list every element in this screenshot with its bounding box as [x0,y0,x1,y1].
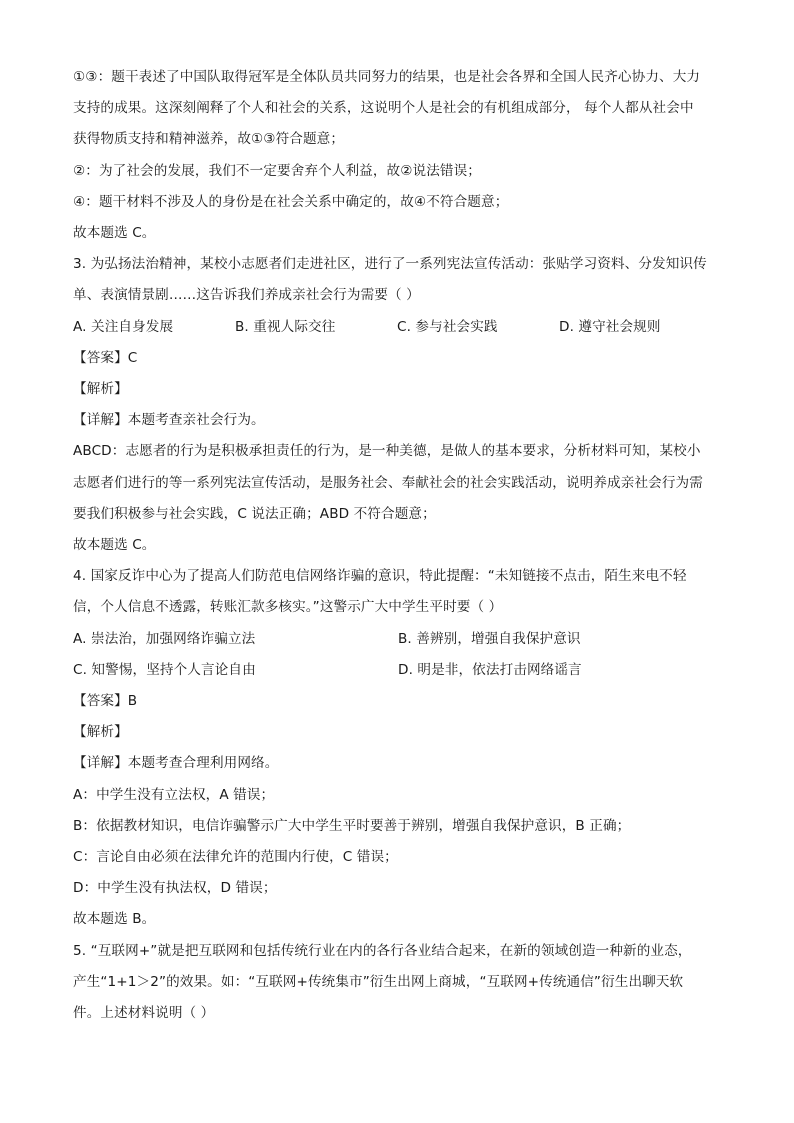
q3-option-a: A. 关注自身发展 [73,318,174,335]
q2-analysis-line: ②：为了社会的发展，我们不一定要舍弃个人利益，故②说法错误； [73,162,481,179]
document-page [73,62,723,1029]
q3-analysis-tag: 【解析】 [73,381,128,398]
q3-explanation-line: 志愿者们进行的等一系列宪法宣传活动，是服务社会、奉献社会的社会实践活动，说明养成亲社会行为需 [73,474,703,491]
q3-option-b: B. 重视人际交往 [235,318,336,335]
q4-explanation-line: A：中学生没有立法权，A 错误； [73,786,275,803]
q3-detail-text: 本题考查亲社会行为。 [127,412,265,429]
detail-tag: 【详解】 [73,755,128,772]
q4-explanation-line: B：依据教材知识，电信诈骗警示广大中学生平时要善于辨别，增强自我保护意识，B 正确； [73,817,631,834]
q3-answer-value: C [127,349,138,366]
q2-analysis-line: ④：题干材料不涉及人的身份是在社会关系中确定的，故④不符合题意； [73,193,509,210]
q2-analysis-line: ①③：题干表述了中国队取得冠军是全体队员共同努力的结果，也是社会各界和全国人民齐心协力、大力 [73,69,701,85]
q3-option-c: C. 参与社会实践 [397,318,498,335]
q4-stem-line: 4. 国家反诈中心为了提高人们防范电信网络诈骗的意识，特此提醒：“未知链接不点击，陌生来电不轻 [73,568,687,585]
q4-option-a: A. 崇法治，加强网络诈骗立法 [73,630,256,647]
q4-analysis-tag: 【解析】 [73,724,128,741]
q3-options [73,312,723,343]
q2-analysis-line: 支持的成果。这深刻阐释了个人和社会的关系，这说明个人是社会的有机组成部分， 每个人都从社会中 [73,100,694,117]
q3-explanation-line: 要我们积极参与社会实践，C 说法正确；ABD 不符合题意； [73,505,436,522]
q4-explanation-line: C：言论自由必须在法律允许的范围内行使，C 错误； [73,849,398,866]
detail-tag: 【详解】 [73,412,128,429]
q4-detail [73,748,723,779]
q4-detail-text: 本题考查合理利用网络。 [127,755,279,772]
q5-stem-line: 产生“1+1＞2”的效果。如：“互联网+传统集市”衍生出网上商城，“互联网+传统通信”衍生出聊天软 [73,973,684,990]
q4-option-b: B. 善辨别，增强自我保护意识 [398,630,581,647]
q4-explanation-line: D：中学生没有执法权，D 错误； [73,880,277,897]
q3-answer [73,343,723,374]
q4-answer [73,686,723,717]
q2-conclusion: 故本题选 C。 [73,225,156,242]
q2-analysis-line: 获得物质支持和精神滋养，故①③符合题意； [73,131,345,148]
q3-explanation-line: ABCD：志愿者的行为是积极承担责任的行为，是一种美德，是做人的基本要求，分析材料可知，某校小 [73,443,701,460]
q4-conclusion: 故本题选 B。 [73,911,156,928]
q4-answer-value: B [127,693,138,710]
answer-tag: 【答案】 [73,349,128,366]
q5-stem-line: 5. “互联网+”就是把互联网和包括传统行业在内的各行各业结合起来，在新的领域创造一种新的业态， [73,942,692,959]
q3-conclusion: 故本题选 C。 [73,537,156,554]
q4-stem-line: 信，个人信息不透露，转账汇款多核实。”这警示广大中学生平时要（ ） [73,599,503,616]
q3-option-d: D. 遵守社会规则 [559,318,661,335]
q4-option-c: C. 知警惕，坚持个人言论自由 [73,661,256,678]
q4-options-row-2 [73,655,723,686]
q4-options-row-1 [73,624,723,655]
answer-tag: 【答案】 [73,693,128,710]
q3-detail [73,405,723,436]
q4-option-d: D. 明是非，依法打击网络谣言 [398,661,582,678]
q3-stem-line: 3. 为弘扬法治精神，某校小志愿者们走进社区，进行了一系列宪法宣传活动：张贴学习资料、分发知识传 [73,256,707,273]
q5-stem-line: 件。上述材料说明（ ） [73,1005,215,1022]
q3-stem-line: 单、表演情景剧……这告诉我们养成亲社会行为需要（ ） [73,287,420,304]
